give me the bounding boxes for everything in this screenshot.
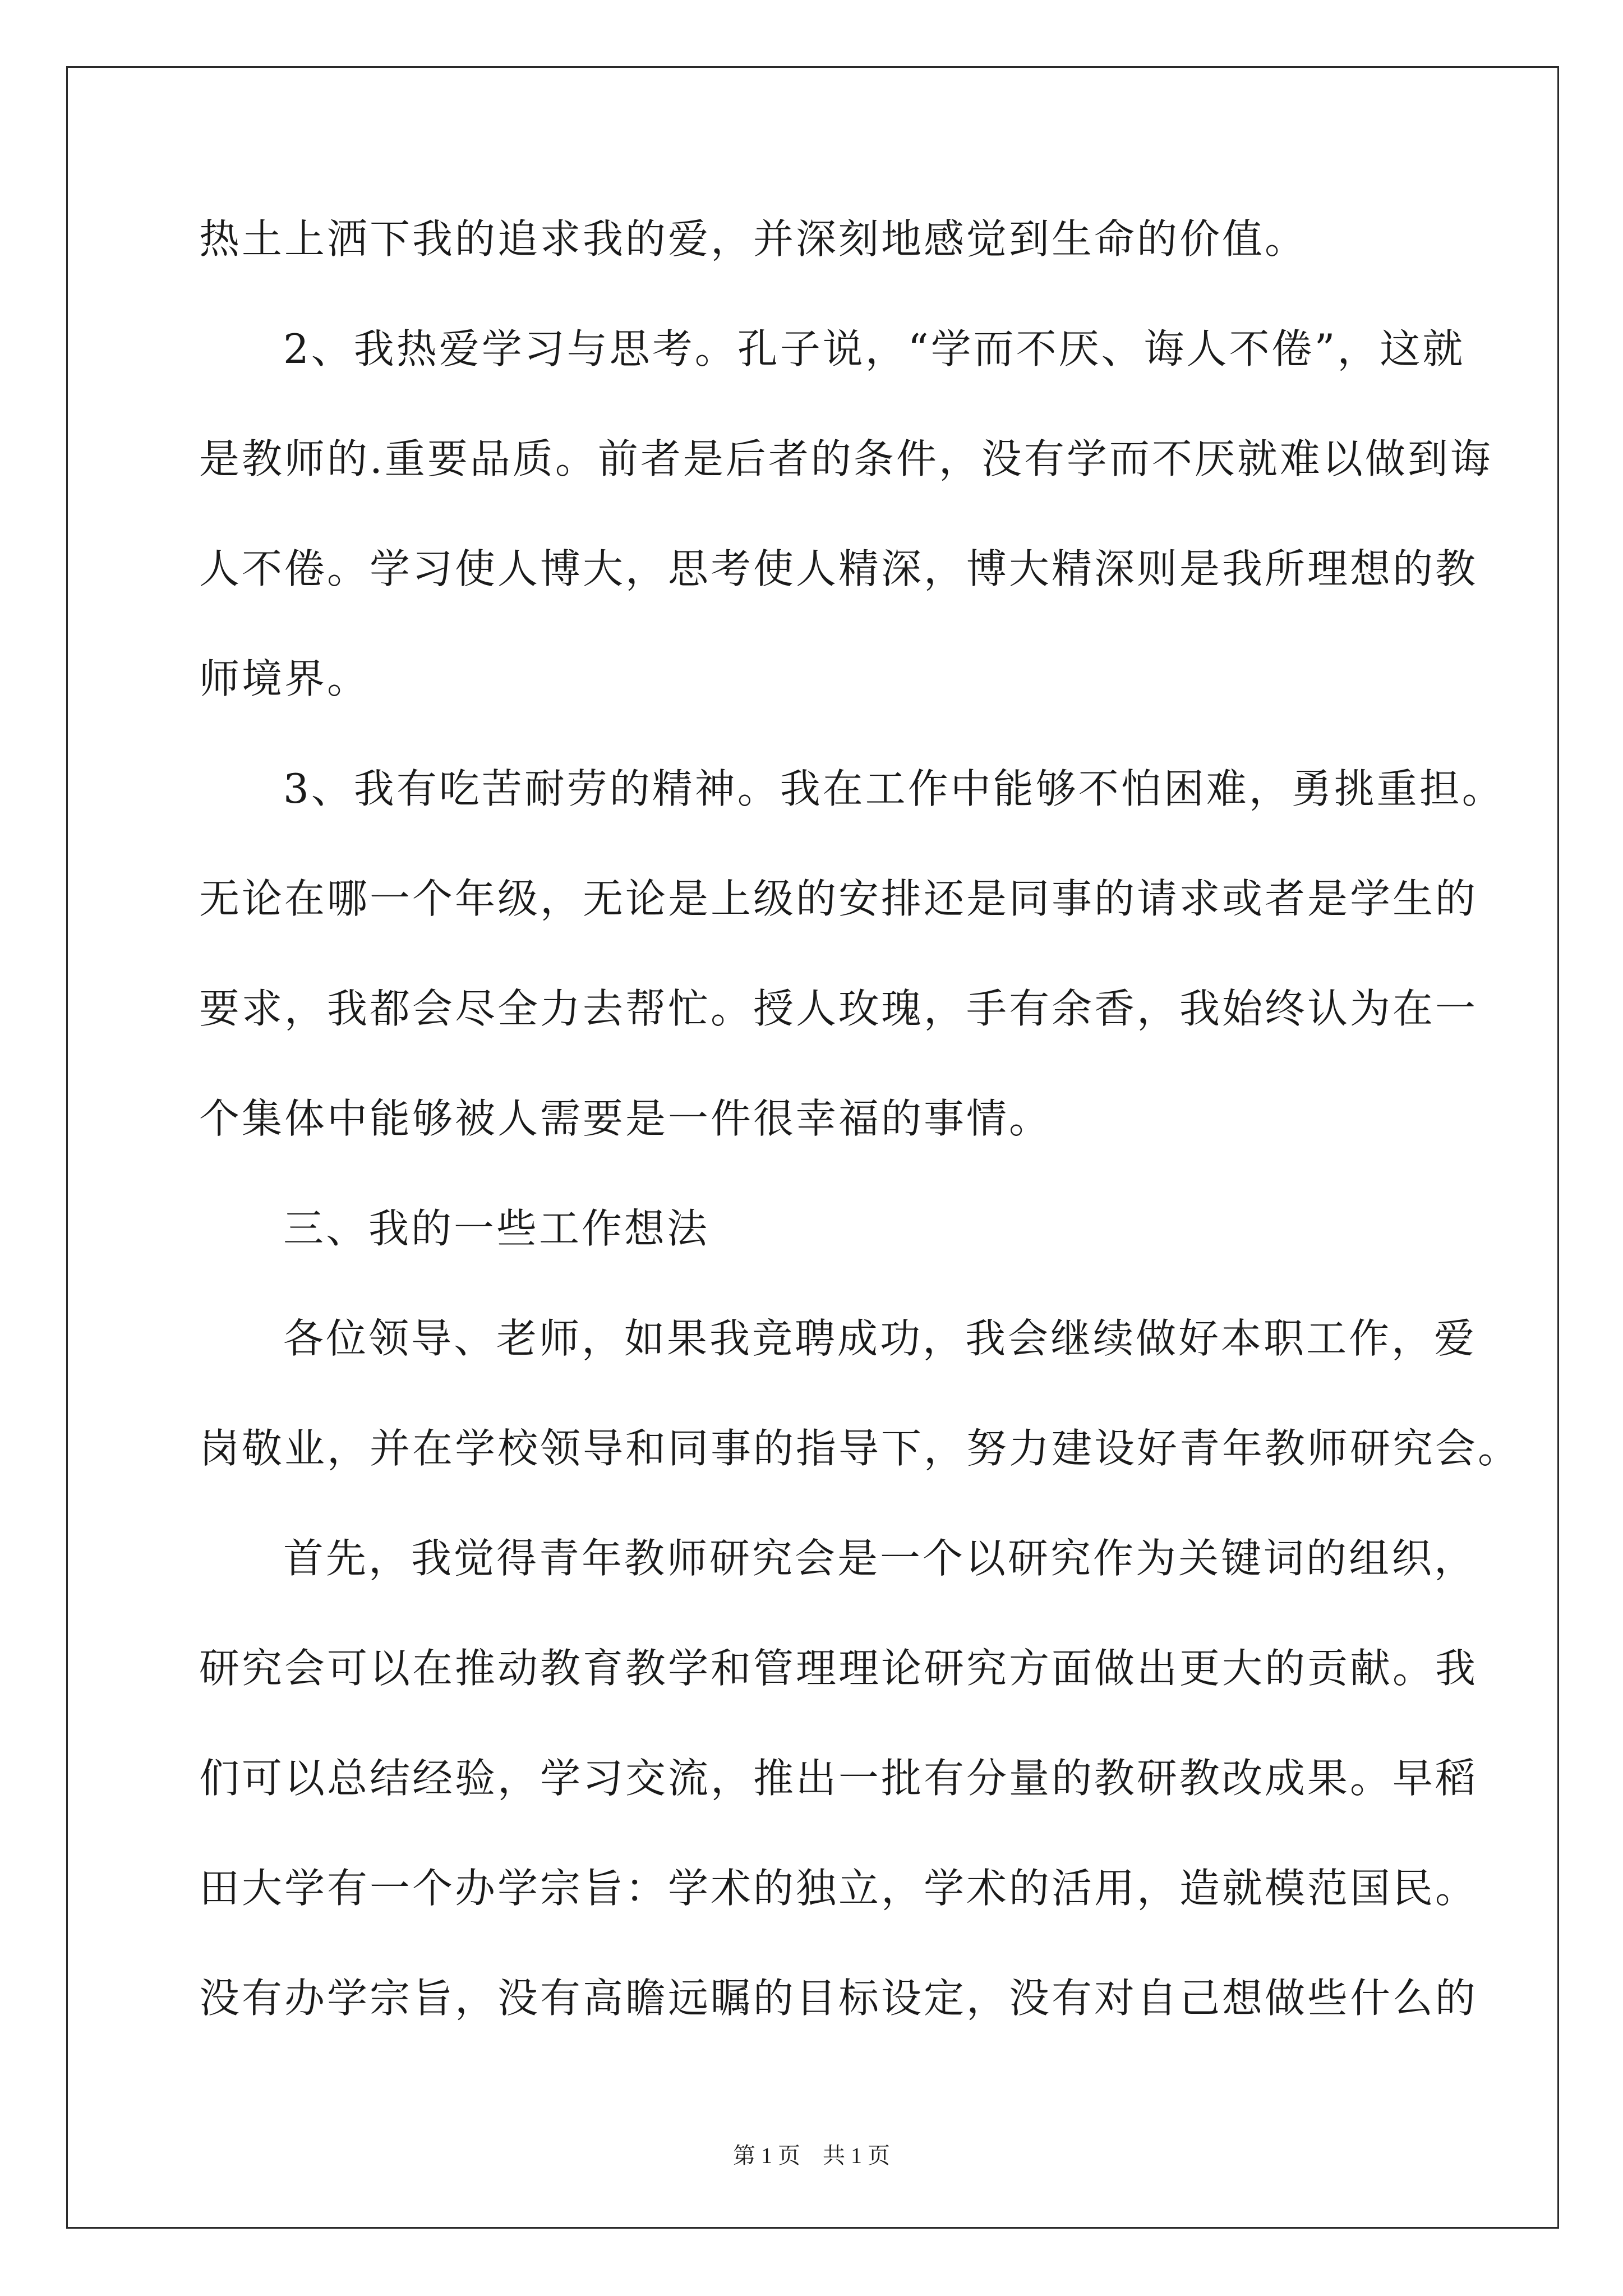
text-line: 没有办学宗旨，没有高瞻远瞩的目标设定，没有对自己想做些什么的 xyxy=(199,1975,1478,2022)
text-line: 2、我热爱学习与思考。孔子说，“学而不厌、诲人不倦”，这就 xyxy=(283,325,1465,372)
text-line: 是教师的.重要品质。前者是后者的条件，没有学而不厌就难以做到诲 xyxy=(199,435,1493,482)
text-line: 人不倦。学习使人博大，思考使人精深，博大精深则是我所理想的教 xyxy=(199,545,1478,592)
text-line: 们可以总结经验，学习交流，推出一批有分量的教研教改成果。早稻 xyxy=(199,1755,1478,1802)
text-line: 师境界。 xyxy=(199,655,370,702)
section-heading: 三、我的一些工作想法 xyxy=(283,1205,710,1252)
text-line: 要求，我都会尽全力去帮忙。授人玫瑰，手有余香，我始终认为在一 xyxy=(199,985,1478,1032)
text-line: 研究会可以在推动教育教学和管理理论研究方面做出更大的贡献。我 xyxy=(199,1645,1478,1692)
text-line: 3、我有吃苦耐劳的精神。我在工作中能够不怕困难，勇挑重担。 xyxy=(283,765,1505,812)
text-line: 首先，我觉得青年教师研究会是一个以研究作为关键词的组织， xyxy=(283,1535,1477,1582)
text-line: 岗敬业，并在学校领导和同事的指导下，努力建设好青年教师研究会。 xyxy=(199,1425,1521,1472)
text-line: 各位领导、老师，如果我竞聘成功，我会继续做好本职工作，爱 xyxy=(283,1315,1477,1362)
text-line: 无论在哪一个年级，无论是上级的安排还是同事的请求或者是学生的 xyxy=(199,875,1478,922)
text-line: 田大学有一个办学宗旨：学术的独立，学术的活用，造就模范国民。 xyxy=(199,1865,1478,1912)
text-line: 个集体中能够被人需要是一件很幸福的事情。 xyxy=(199,1095,1052,1142)
page-number-footer: 第 1 页 共 1 页 xyxy=(733,2143,890,2168)
text-line: 热土上洒下我的追求我的爱，并深刻地感觉到生命的价值。 xyxy=(199,215,1308,263)
